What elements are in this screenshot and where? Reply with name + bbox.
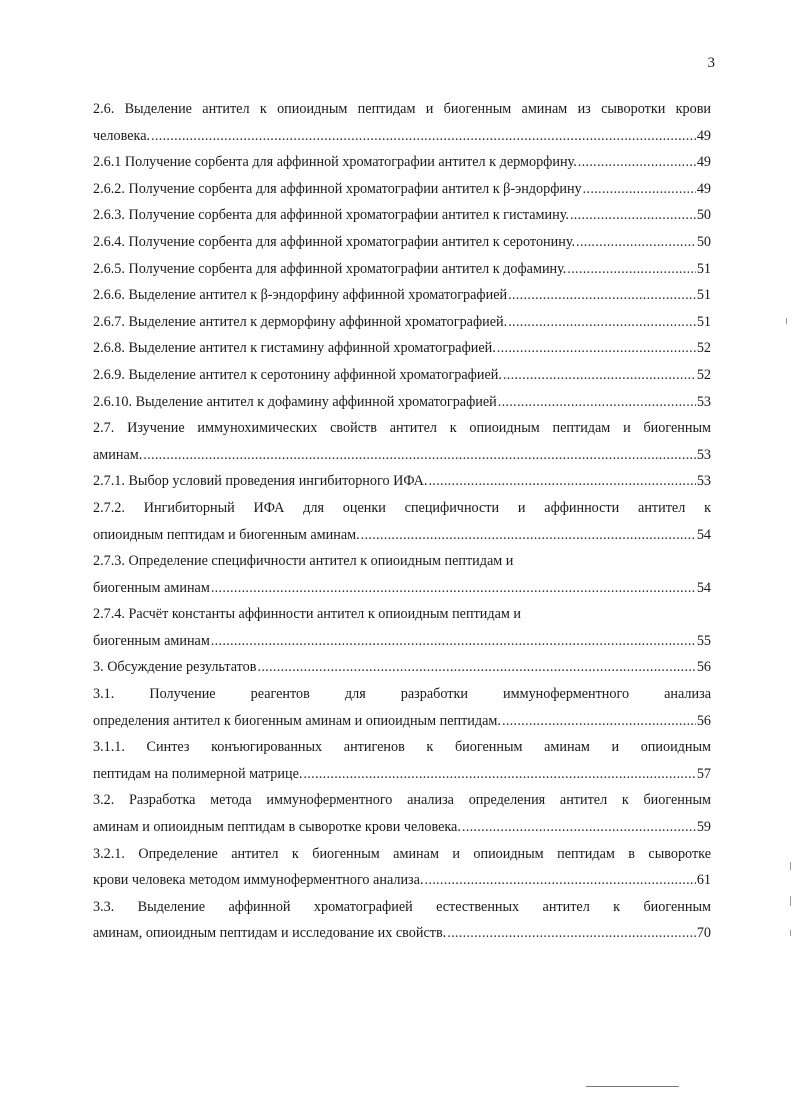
- toc-entry-title: аминам и опиоидным пептидам в сыворотке крови человека.: [93, 819, 461, 836]
- toc-entry-first-line: 3.2. Разработка метода иммуноферментного анализа определения антител к биогенным: [93, 792, 711, 809]
- toc-entry-title: 3. Обсуждение результатов: [93, 659, 257, 676]
- toc-entry-title: 2.6.6. Выделение антител к β-эндорфину аффинной хроматографией: [93, 287, 508, 304]
- toc-entry: [93, 601, 711, 654]
- toc-entry-first-line: 2.7. Изучение иммунохимических свойств антител к опиоидным пептидам и биогенным: [93, 420, 711, 437]
- toc-entry-title: крови человека методом иммуноферментного анализа.: [93, 872, 424, 889]
- dot-leader: [425, 867, 696, 894]
- toc-entry: [93, 256, 711, 283]
- toc-page-number: 50: [696, 207, 711, 224]
- toc-entry-first-line: 2.7.4. Расчёт константы аффинности антител к опиоидным пептидам и: [93, 606, 521, 623]
- toc-row: [93, 442, 711, 469]
- toc-entry-title: 2.6.2. Получение сорбента для аффинной хроматографии антител к β-эндорфину: [93, 180, 582, 197]
- toc-row: [93, 468, 711, 495]
- toc-entry-title: 2.6.4. Получение сорбента для аффинной хроматографии антител к серотонину.: [93, 233, 576, 250]
- dot-leader: [462, 814, 696, 841]
- toc-row: [93, 389, 711, 416]
- dot-leader: [578, 149, 696, 176]
- toc-page-number: 55: [696, 632, 711, 649]
- scan-mark: [786, 318, 787, 324]
- toc-page-number: 49: [696, 154, 711, 171]
- dot-leader: [570, 202, 696, 229]
- dot-leader: [143, 442, 696, 469]
- toc-page-number: 54: [696, 579, 711, 596]
- toc-row: [93, 708, 711, 735]
- toc-entry: [93, 282, 711, 309]
- toc-row: [93, 123, 711, 150]
- toc-entry-first-line: 3.3. Выделение аффинной хроматографией естественных антител к биогенным: [93, 898, 711, 915]
- toc-entry-title: 2.6.5. Получение сорбента для аффинной хроматографии антител к дофамину.: [93, 260, 567, 277]
- toc-entry-title: определения антител к биогенным аминам и опиоидным пептидам.: [93, 712, 501, 729]
- toc-row: [93, 149, 711, 176]
- toc-entry: [93, 229, 711, 256]
- dot-leader: [503, 362, 696, 389]
- toc-row: [93, 920, 711, 947]
- toc-entry: [93, 202, 711, 229]
- table-of-contents: [93, 96, 711, 947]
- toc-page-number: 52: [696, 340, 711, 357]
- toc-row: [93, 628, 711, 655]
- toc-entry-title: 2.6.7. Выделение антител к дерморфину аффинной хроматографией.: [93, 313, 508, 330]
- toc-entry-title: человека.: [93, 127, 151, 144]
- toc-entry: [93, 389, 711, 416]
- toc-page-number: 49: [696, 127, 711, 144]
- toc-entry: [93, 681, 711, 734]
- dot-leader: [576, 229, 696, 256]
- toc-entry-title: 2.6.1 Получение сорбента для аффинной хроматографии антител к дерморфину.: [93, 154, 577, 171]
- toc-entry-title: биогенным аминам: [93, 579, 210, 596]
- toc-entry: [93, 362, 711, 389]
- dot-leader: [257, 654, 695, 681]
- dot-leader: [211, 628, 696, 655]
- toc-page-number: 51: [696, 313, 711, 330]
- dot-leader: [508, 309, 696, 336]
- toc-page-number: 56: [696, 712, 711, 729]
- dot-leader: [211, 575, 696, 602]
- toc-entry: [93, 309, 711, 336]
- toc-row: [93, 282, 711, 309]
- toc-page-number: 61: [696, 872, 711, 889]
- toc-page-number: 51: [696, 287, 711, 304]
- page-number: 3: [707, 55, 715, 71]
- toc-entry-title: 2.6.10. Выделение антител к дофамину аффинной хроматографией: [93, 393, 497, 410]
- toc-row: [93, 575, 711, 602]
- toc-entry-first-line: 2.7.3. Определение специфичности антител к опиоидным пептидам и: [93, 553, 514, 570]
- toc-entry: [93, 176, 711, 203]
- toc-entry: [93, 654, 711, 681]
- footer-rule: [586, 1086, 679, 1087]
- toc-entry: [93, 335, 711, 362]
- toc-row: [93, 522, 711, 549]
- toc-entry: [93, 468, 711, 495]
- toc-row: [93, 814, 711, 841]
- toc-page-number: 57: [696, 765, 711, 782]
- toc-entry: [93, 149, 711, 176]
- toc-entry: [93, 894, 711, 947]
- scan-mark: [790, 930, 791, 936]
- toc-entry: [93, 734, 711, 787]
- toc-entry-first-line: 2.7.2. Ингибиторный ИФА для оценки специфичности и аффинности антител к: [93, 499, 711, 516]
- toc-page-number: 51: [696, 260, 711, 277]
- toc-row: [93, 761, 711, 788]
- dot-leader: [303, 761, 695, 788]
- dot-leader: [498, 389, 696, 416]
- toc-page-number: 49: [696, 180, 711, 197]
- toc-entry: [93, 96, 711, 149]
- dot-leader: [497, 335, 696, 362]
- toc-entry-title: 2.7.1. Выбор условий проведения ингибиторного ИФА.: [93, 473, 428, 490]
- scan-mark: [790, 862, 791, 870]
- toc-row: [93, 362, 711, 389]
- dot-leader: [428, 468, 695, 495]
- toc-row: [93, 867, 711, 894]
- toc-page-number: 56: [696, 659, 711, 676]
- toc-row: [93, 335, 711, 362]
- dot-leader: [567, 256, 695, 283]
- dot-leader: [361, 522, 696, 549]
- toc-entry-title: 2.6.3. Получение сорбента для аффинной хроматографии антител к гистамину.: [93, 207, 569, 224]
- dot-leader: [502, 708, 696, 735]
- toc-entry: [93, 495, 711, 548]
- toc-entry: [93, 548, 711, 601]
- toc-row: [93, 229, 711, 256]
- toc-entry-title: аминам.: [93, 446, 143, 463]
- dot-leader: [583, 176, 696, 203]
- toc-page-number: 59: [696, 819, 711, 836]
- dot-leader: [508, 282, 696, 309]
- toc-entry-title: 2.6.8. Выделение антител к гистамину аффинной хроматографией.: [93, 340, 496, 357]
- toc-page-number: 53: [696, 473, 711, 490]
- toc-entry-title: аминам, опиоидным пептидам и исследование их свойств.: [93, 925, 447, 942]
- toc-entry-first-line: 3.1.1. Синтез конъюгированных антигенов к биогенным аминам и опиоидным: [93, 739, 711, 756]
- toc-row: [93, 256, 711, 283]
- toc-row: [93, 202, 711, 229]
- toc-page-number: 52: [696, 366, 711, 383]
- toc-row: [93, 309, 711, 336]
- toc-entry: [93, 841, 711, 894]
- toc-entry: [93, 787, 711, 840]
- toc-row: [93, 654, 711, 681]
- toc-entry-title: биогенным аминам: [93, 632, 210, 649]
- toc-page-number: 53: [696, 446, 711, 463]
- scan-mark: [790, 896, 791, 906]
- toc-entry: [93, 415, 711, 468]
- toc-row: [93, 176, 711, 203]
- toc-page-number: 70: [696, 925, 711, 942]
- toc-page-number: 53: [696, 393, 711, 410]
- toc-entry-first-line: 3.1. Получение реагентов для разработки иммуноферментного анализа: [93, 686, 711, 703]
- dot-leader: [151, 123, 696, 150]
- toc-entry-first-line: 2.6. Выделение антител к опиоидным пептидам и биогенным аминам из сыворотки крови: [93, 101, 711, 117]
- toc-entry-first-line: 3.2.1. Определение антител к биогенным аминам и опиоидным пептидам в сыворотке: [93, 845, 711, 862]
- toc-entry-title: опиоидным пептидам и биогенным аминам.: [93, 526, 360, 543]
- dot-leader: [447, 920, 696, 947]
- toc-entry-title: 2.6.9. Выделение антител к серотонину аффинной хроматографией.: [93, 366, 502, 383]
- toc-entry-title: пептидам на полимерной матрице.: [93, 765, 303, 782]
- toc-page-number: 54: [696, 526, 711, 543]
- toc-page-number: 50: [696, 233, 711, 250]
